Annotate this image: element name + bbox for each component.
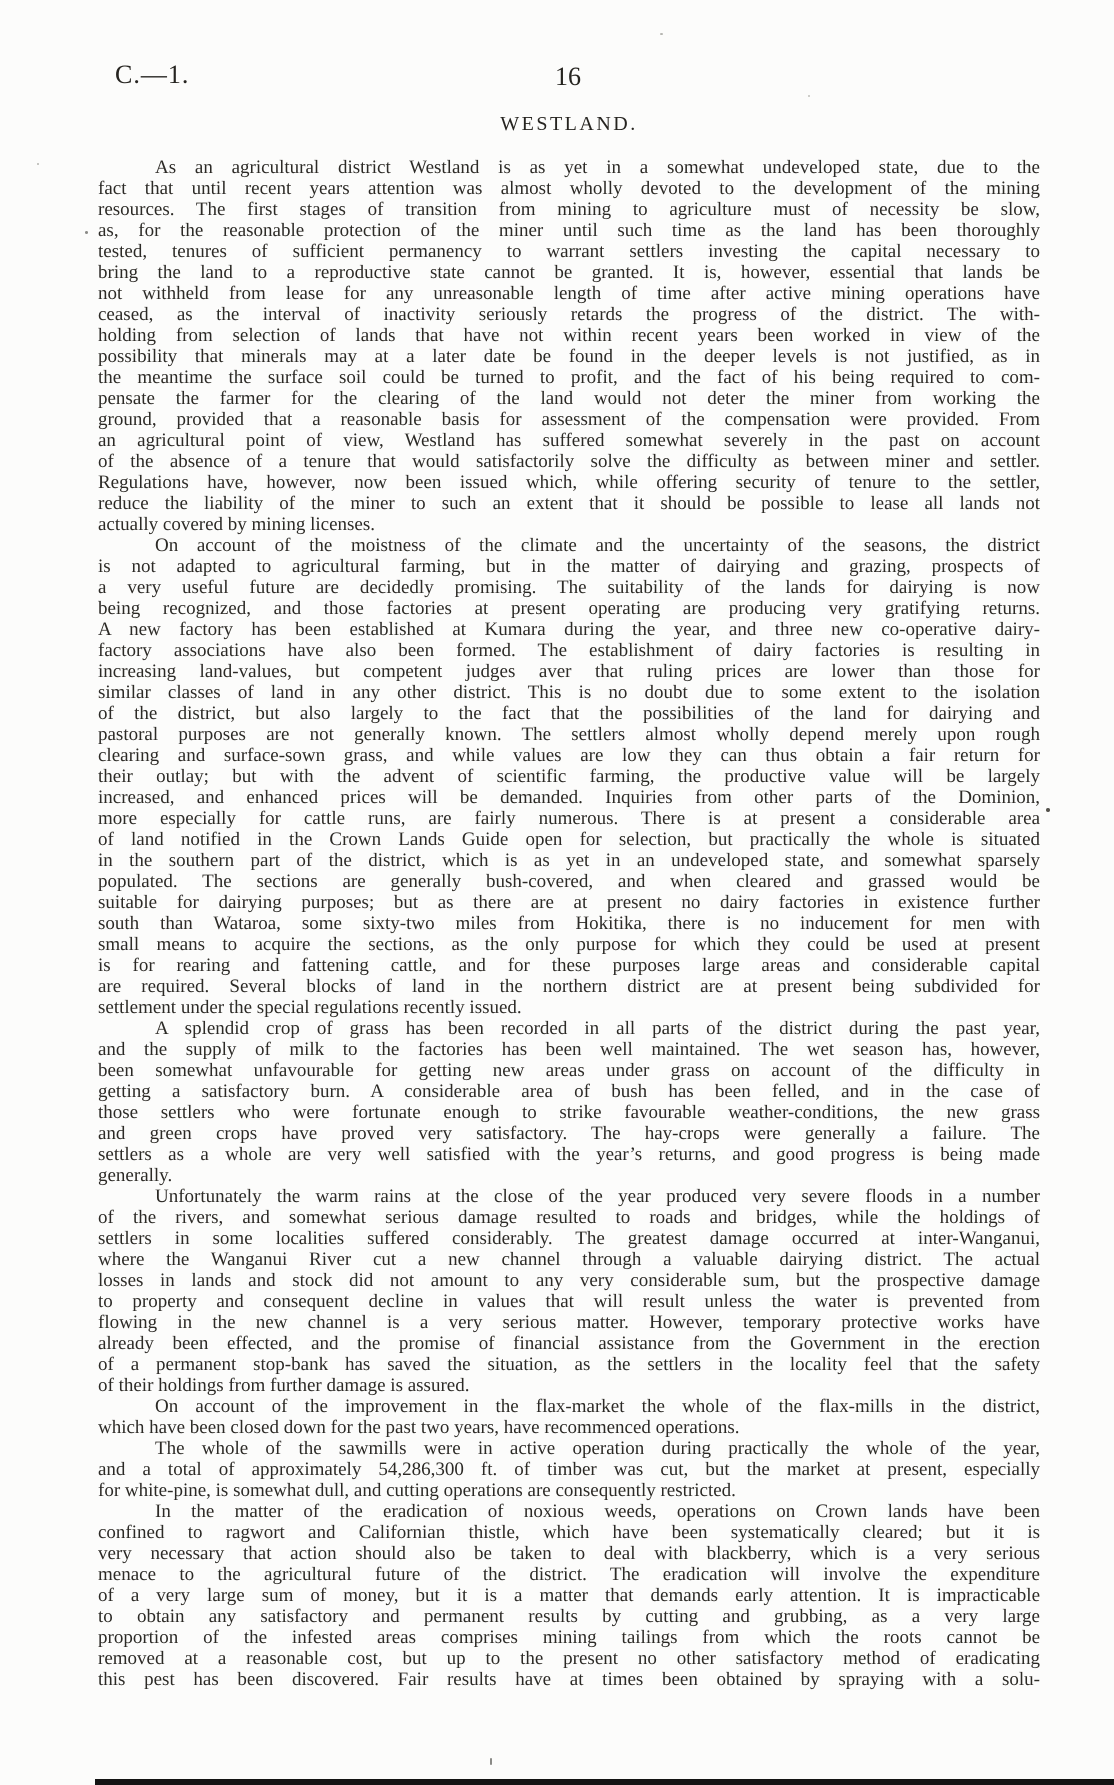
text-line: the meantime the surface soil could be turned to profit, and the fact of his being required to com-: [98, 367, 1040, 388]
scan-speck: [85, 231, 88, 234]
text-line: On account of the moistness of the climate and the uncertainty of the seasons, the district: [155, 535, 1040, 556]
text-line: A new factory has been established at Kumara during the year, and three new co-operative dairy-: [98, 619, 1040, 640]
page-number: 16: [555, 62, 581, 91]
text-line: suitable for dairying purposes; but as there are at present no dairy factories in existence further: [98, 892, 1040, 913]
text-line: for white-pine, is somewhat dull, and cutting operations are consequently restricted.: [98, 1480, 736, 1501]
text-line: As an agricultural district Westland is as yet in a somewhat undeveloped state, due to the: [155, 157, 1040, 178]
text-line: pensate the farmer for the clearing of the land would not deter the miner from working the: [98, 388, 1040, 409]
text-line: increasing land-values, but competent judges aver that ruling prices are lower than those for: [98, 661, 1040, 682]
scan-speck: [1046, 808, 1050, 812]
text-line: their outlay; but with the advent of scientific farming, the productive value will be largely: [98, 766, 1040, 787]
paragraph: [98, 1186, 1040, 1396]
text-line: tested, tenures of sufficient permanency to warrant settlers investing the capital necessary to: [98, 241, 1040, 262]
text-line: being recognized, and those factories at present operating are producing very gratifying returns.: [98, 598, 1040, 619]
text-line: already been effected, and the promise of financial assistance from the Government in the erection: [98, 1333, 1040, 1354]
text-line: in the southern part of the district, which is as yet in an undeveloped state, and somewhat sparsely: [98, 850, 1040, 871]
text-line: of the rivers, and somewhat serious damage resulted to roads and bridges, while the holdings of: [98, 1207, 1040, 1228]
text-line: increased, and enhanced prices will be demanded. Inquiries from other parts of the Dominion,: [98, 787, 1040, 808]
text-line: bring the land to a reproductive state cannot be granted. It is, however, essential that lands be: [98, 262, 1040, 283]
page-number-wrap: [98, 62, 1040, 92]
scan-speck: [660, 33, 663, 35]
text-line: of their holdings from further damage is assured.: [98, 1375, 470, 1396]
text-line: a very useful future are decidedly promising. The suitability of the lands for dairying is now: [98, 577, 1040, 598]
text-line: ceased, as the interval of inactivity seriously retards the progress of the district. The with-: [98, 304, 1040, 325]
text-line: On account of the improvement in the flax-market the whole of the flax-mills in the district,: [155, 1396, 1040, 1417]
text-line: similar classes of land in any other district. This is no doubt due to some extent to the isolation: [98, 682, 1040, 703]
text-line: very necessary that action should also be taken to deal with blackberry, which is a very serious: [98, 1543, 1040, 1564]
paragraph: [98, 535, 1040, 1018]
text-line: south than Wataroa, some sixty-two miles from Hokitika, there is no inducement for men with: [98, 913, 1040, 934]
text-line: and the supply of milk to the factories has been well maintained. The wet season has, however,: [98, 1039, 1040, 1060]
text-line: Unfortunately the warm rains at the close of the year produced very severe floods in a number: [155, 1186, 1040, 1207]
paragraph: [98, 1438, 1040, 1501]
text-line: been somewhat unfavourable for getting new areas under grass on account of the difficulty in: [98, 1060, 1040, 1081]
text-line: more especially for cattle runs, are fairly numerous. There is at present a considerable area: [98, 808, 1040, 829]
text-line: factory associations have also been formed. The establishment of dairy factories is resulting in: [98, 640, 1040, 661]
text-line: of land notified in the Crown Lands Guide open for selection, but practically the whole is situated: [98, 829, 1040, 850]
paragraph: [98, 157, 1040, 535]
text-line: settlers as a whole are very well satisfied with the year’s returns, and good progress is being made: [98, 1144, 1040, 1165]
text-line: of the district, but also largely to the fact that the possibilities of the land for dairying and: [98, 703, 1040, 724]
body-text: [98, 157, 1040, 1690]
text-line: menace to the agricultural future of the district. The eradication will involve the expenditure: [98, 1564, 1040, 1585]
paragraph: [98, 1396, 1040, 1438]
text-line: as, for the reasonable protection of the miner until such time as the land has been thoroughly: [98, 220, 1040, 241]
paragraph: [98, 1018, 1040, 1186]
text-line: resources. The first stages of transition from mining to agriculture must of necessity be slow,: [98, 199, 1040, 220]
text-line: to property and consequent decline in values that will result unless the water is prevented from: [98, 1291, 1040, 1312]
text-line: to obtain any satisfactory and permanent results by cutting and grubbing, as a very large: [98, 1606, 1040, 1627]
text-line: ground, provided that a reasonable basis for assessment of the compensation were provided. From: [98, 409, 1040, 430]
text-line: of a very large sum of money, but it is a matter that demands early attention. It is impracticable: [98, 1585, 1040, 1606]
text-line: holding from selection of lands that have not within recent years been worked in view of the: [98, 325, 1040, 346]
text-line: In the matter of the eradication of noxious weeds, operations on Crown lands have been: [155, 1501, 1040, 1522]
text-line: confined to ragwort and Californian thistle, which have been systematically cleared; but it is: [98, 1522, 1040, 1543]
text-line: settlers in some localities suffered considerably. The greatest damage occurred at inter-Wanganui,: [98, 1228, 1040, 1249]
text-line: The whole of the sawmills were in active operation during practically the whole of the year,: [155, 1438, 1040, 1459]
text-line: flowing in the new channel is a very serious matter. However, temporary protective works have: [98, 1312, 1040, 1333]
scan-edge-artifact: [95, 1779, 1114, 1785]
scan-speck: [37, 163, 39, 165]
text-line: Regulations have, however, now been issued which, while offering security of tenure to the settler,: [98, 472, 1040, 493]
text-line: generally.: [98, 1165, 173, 1186]
text-line: small means to acquire the sections, as the only purpose for which they could be used at present: [98, 934, 1040, 955]
text-line: getting a satisfactory burn. A considerable area of bush has been felled, and in the case of: [98, 1081, 1040, 1102]
text-line: reduce the liability of the miner to such an extent that it should be possible to lease all lands not: [98, 493, 1040, 514]
text-line: and a total of approximately 54,286,300 ft. of timber was cut, but the market at present, especially: [98, 1459, 1040, 1480]
text-line: possibility that minerals may at a later date be found in the deeper levels is not justified, as in: [98, 346, 1040, 367]
text-line: where the Wanganui River cut a new channel through a valuable dairying district. The actual: [98, 1249, 1040, 1270]
text-line: proportion of the infested areas comprises mining tailings from which the roots cannot be: [98, 1627, 1040, 1648]
text-line: actually covered by mining licenses.: [98, 514, 375, 535]
text-line: A splendid crop of grass has been recorded in all parts of the district during the past year,: [155, 1018, 1040, 1039]
scan-speck: [808, 95, 810, 97]
text-line: is not adapted to agricultural farming, but in the matter of dairying and grazing, prospects of: [98, 556, 1040, 577]
page-title: WESTLAND.: [500, 113, 638, 135]
text-line: are required. Several blocks of land in the northern district are at present being subdivided for: [98, 976, 1040, 997]
text-line: is for rearing and fattening cattle, and for these purposes large areas and considerable capital: [98, 955, 1040, 976]
text-line: this pest has been discovered. Fair results have at times been obtained by spraying with a solu-: [98, 1669, 1040, 1690]
scan-speck: [490, 1758, 492, 1765]
text-line: settlement under the special regulations recently issued.: [98, 997, 522, 1018]
text-line: pastoral purposes are not generally known. The settlers almost wholly depend merely upon rough: [98, 724, 1040, 745]
text-line: an agricultural point of view, Westland has suffered somewhat severely in the past on account: [98, 430, 1040, 451]
text-line: fact that until recent years attention was almost wholly devoted to the development of the mining: [98, 178, 1040, 199]
text-line: those settlers who were fortunate enough to strike favourable weather-conditions, the new grass: [98, 1102, 1040, 1123]
text-line: removed at a reasonable cost, but up to the present no other satisfactory method of eradicating: [98, 1648, 1040, 1669]
text-line: of a permanent stop-bank has saved the situation, as the settlers in the locality feel that the safety: [98, 1354, 1040, 1375]
text-line: of the absence of a tenure that would satisfactorily solve the difficulty as between miner and settler.: [98, 451, 1040, 472]
text-line: not withheld from lease for any unreasonable length of time after active mining operations have: [98, 283, 1040, 304]
text-line: and green crops have proved very satisfactory. The hay-crops were generally a failure. The: [98, 1123, 1040, 1144]
text-line: clearing and surface-sown grass, and while values are low they can thus obtain a fair return for: [98, 745, 1040, 766]
document-reference: C.—1.: [115, 60, 190, 89]
paragraph: [98, 1501, 1040, 1690]
text-line: which have been closed down for the past two years, have recommenced operations.: [98, 1417, 740, 1438]
text-line: losses in lands and stock did not amount to any very considerable sum, but the prospective damage: [98, 1270, 1040, 1291]
text-line: populated. The sections are generally bush-covered, and when cleared and grassed would be: [98, 871, 1040, 892]
